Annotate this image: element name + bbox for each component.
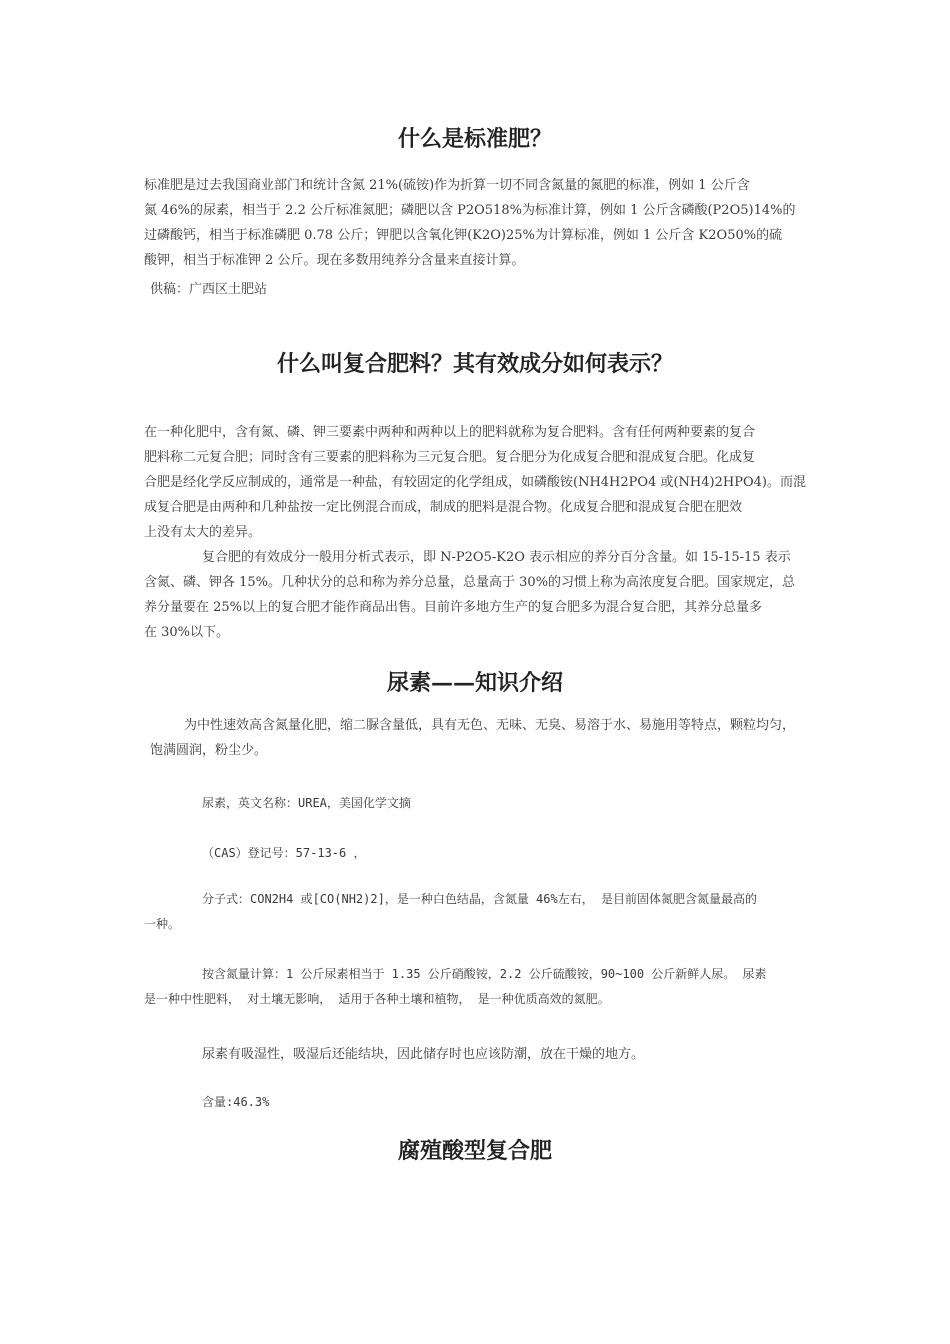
text-line: 一种。 <box>144 917 181 931</box>
text-line: 为中性速效高含氮量化肥，缩二脲含量低，具有无色、无味、无臭、易溶于水、易施用等特点，颗粒均匀， <box>184 718 796 733</box>
urea-content: 含量:46.3% <box>202 1095 270 1109</box>
heading-urea: 尿素——知识介绍 <box>386 670 563 696</box>
urea-formula <box>144 887 757 937</box>
text-line: 饱满圆润，粉尘少。 <box>150 743 268 758</box>
text-line: 标准肥是过去我国商业部门和统计含氮 21%(硫铵)作为折算一切不同含氮量的氮肥的标准，例如 1 公斤含 <box>144 178 750 193</box>
text-line: 含氮、磷、钾各 15%。几种状分的总和称为养分总量，总量高于 30%的习惯上称为高浓度复合肥。国家规定，总 <box>144 575 796 590</box>
heading-compound-fertilizer: 什么叫复合肥料？其有效成分如何表示？ <box>276 351 673 377</box>
text-line: 是一种中性肥料， 对土壤无影响， 适用于各种土壤和植物， 是一种优质高效的氮肥。 <box>144 992 610 1006</box>
text-line: 成复合肥是由两种和几种盐按一定比例混合而成，制成的肥料是混合物。化成复合肥和混成复合肥在肥效 <box>144 500 743 515</box>
paragraph-urea-intro <box>150 713 795 763</box>
text-line: 合肥是经化学反应制成的，通常是一种盐，有较固定的化学组成，如磷酸铵(NH4H2PO4 或(NH4)2HPO4)。而混 <box>144 475 806 490</box>
urea-english-name: 尿素，英文名称：UREA，美国化学文摘 <box>202 796 411 810</box>
heading-standard-fertilizer: 什么是标准肥？ <box>397 126 552 152</box>
text-line: 复合肥的有效成分一般用分析式表示，即 N-P2O5-K2O 表示相应的养分百分含量。如 15-15-15 表示 <box>202 550 791 565</box>
text-line: 养分量要在 25%以上的复合肥才能作商品出售。目前许多地方生产的复合肥多为混合复合肥，其养分总量多 <box>144 600 763 615</box>
paragraph-standard-fertilizer <box>144 173 795 273</box>
urea-nitrogen-calc <box>144 962 767 1012</box>
text-line: 在一种化肥中，含有氮、磷、钾三要素中两种和两种以上的肥料就称为复合肥料。含有任何两种要素的复合 <box>144 425 756 440</box>
text-line: 肥料称二元复合肥；同时含有三要素的肥料称为三元复合肥。复合肥分为化成复合肥和混成复合肥。化成复 <box>144 450 756 465</box>
paragraph-compound-definition <box>144 420 806 545</box>
urea-cas-number: （CAS）登记号：57-13-6 ， <box>202 846 366 860</box>
text-line: 酸钾，相当于标准钾 2 公斤。现在多数用纯养分含量来直接计算。 <box>144 253 525 268</box>
urea-storage: 尿素有吸湿性，吸湿后还能结块，因此储存时也应该防潮，放在干燥的地方。 <box>202 1047 645 1062</box>
text-line: 氮 46%的尿素，相当于 2.2 公斤标准氮肥；磷肥以含 P2O518%为标准计算，例如 1 公斤含磷酸(P2O5)14%的 <box>144 203 796 218</box>
text-line: 过磷酸钙，相当于标准磷肥 0.78 公斤；钾肥以含氧化钾(K2O)25%为计算标准，例如 1 公斤含 K2O50%的硫 <box>144 228 783 243</box>
paragraph-compound-nutrients <box>144 545 795 645</box>
text-line: 分子式：CON2H4 或[CO(NH2)2]，是一种白色结晶，含氮量 46%左右， 是目前固体氮肥含氮量最高的 <box>202 892 757 906</box>
text-line: 按含氮量计算：1 公斤尿素相当于 1.35 公斤硝酸铵，2.2 公斤硫酸铵，90~100 公斤新鲜人尿。 尿素 <box>202 967 767 981</box>
heading-humic-acid-fertilizer: 腐殖酸型复合肥 <box>397 1138 552 1164</box>
source-credit: 供稿：广西区土肥站 <box>150 282 268 297</box>
text-line: 在 30%以下。 <box>144 625 230 640</box>
text-line: 上没有太大的差异。 <box>144 525 262 540</box>
